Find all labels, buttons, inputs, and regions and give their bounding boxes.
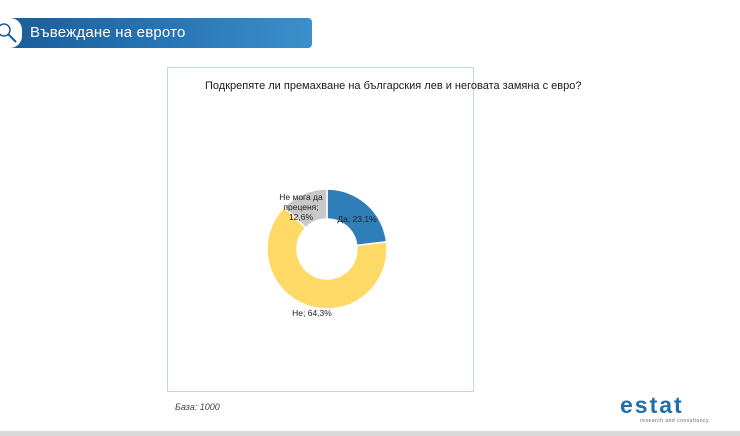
base-note: База: 1000 <box>175 402 220 412</box>
bottom-divider <box>0 431 740 436</box>
estat-logo <box>620 394 732 428</box>
page-title: Въвеждане на еврото <box>30 24 186 41</box>
data-label-0: Да; 23,1% <box>337 214 377 224</box>
logo-text: estat <box>620 392 684 418</box>
data-label-1: Не; 64,3% <box>292 308 332 318</box>
logo-subtext: research and consultancy <box>640 418 709 424</box>
data-label-2: Не мога да преценя; 12,6% <box>279 192 323 222</box>
chart-title: Подкрепяте ли премахване на българския лев и неговата замяна с евро? <box>205 80 582 92</box>
